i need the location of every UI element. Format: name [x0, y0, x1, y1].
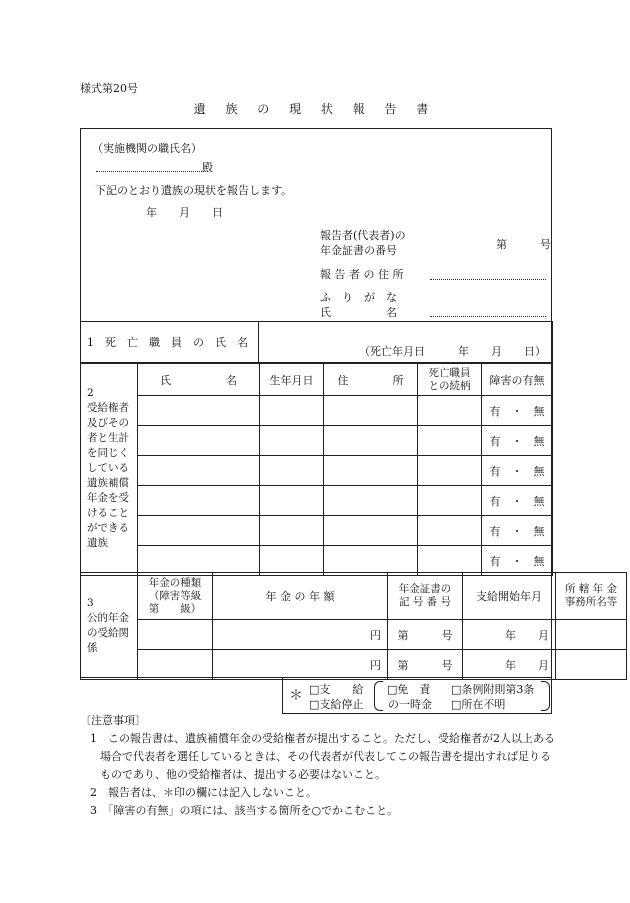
survivor-name-cell[interactable] [138, 516, 260, 546]
survivor-relation-cell[interactable] [418, 456, 482, 486]
survivor-name-cell[interactable] [138, 486, 260, 516]
asterisk-mark: ＊ [289, 688, 303, 704]
document-title: 遺 族 の 現 状 報 告 書 [193, 102, 437, 116]
furigana-label: ふ り が な [320, 291, 397, 304]
disability-choice[interactable]: 有 ・ 無 [482, 456, 553, 486]
deceased-table [80, 321, 553, 363]
certificate-cell[interactable]: 第 号 [388, 620, 463, 650]
disability-choice[interactable]: 有 ・ 無 [482, 426, 553, 456]
survivor-name-cell[interactable] [138, 396, 260, 426]
survivor-address-cell[interactable] [324, 546, 418, 576]
survivor-birth-cell[interactable] [260, 516, 324, 546]
stop-checkbox[interactable]: □支給停止 [309, 698, 364, 711]
disability-choice[interactable]: 有 ・ 無 [482, 516, 553, 546]
survivor-address-cell[interactable] [324, 396, 418, 426]
deceased-name-label: 1 死 亡 職 員 の 氏 名 [81, 322, 259, 363]
note-item: 1 この報告書は、遺族補償年金の受給権者が提出すること。ただし、受給権者が2人以上ある場合で代表者を選任しているときは、その代表者が代表してこの報告書を提出すれば足りるものであり、他の受給権者は、提出する必要はないこと。 [90, 732, 555, 781]
death-date: （死亡年月日 年 月 日） [359, 345, 546, 358]
table-row [81, 486, 553, 516]
table-row [81, 620, 627, 650]
office-cell[interactable] [556, 650, 627, 680]
table-row [81, 426, 553, 456]
col-header-disability: 障害の有無 [482, 364, 553, 396]
pension-type-cell[interactable] [138, 620, 213, 650]
reporter-name-label: 氏 名 [320, 306, 397, 319]
survivor-address-cell[interactable] [324, 516, 418, 546]
supplementary-checkbox[interactable]: □条例附則第3条 [451, 683, 535, 696]
col-header-office: 所 轄 年 金 事務所名等 [556, 573, 627, 620]
survivor-name-cell[interactable] [138, 456, 260, 486]
survivor-relation-cell[interactable] [418, 426, 482, 456]
amount-cell[interactable]: 円 [213, 620, 388, 650]
note-item: 3 「障害の有無」の項には、該当する箇所を○でかこむこと。 [90, 804, 399, 817]
table-row [81, 396, 553, 426]
survivor-name-cell[interactable] [138, 426, 260, 456]
pension-table [80, 572, 627, 680]
survivors-table [80, 363, 553, 576]
survivor-relation-cell[interactable] [418, 546, 482, 576]
start-cell[interactable]: 年 月 [463, 650, 556, 680]
col-header-address: 住 所 [324, 364, 418, 396]
col-header-start: 支給開始年月 [463, 573, 556, 620]
pension-number-label-2: 年金証書の番号 [320, 244, 397, 257]
addressee-label: （実施機関の職氏名） [92, 142, 202, 155]
bracket-left [374, 681, 383, 711]
bracket-right [541, 681, 550, 711]
reporter-name-field[interactable] [430, 316, 546, 317]
survivor-birth-cell[interactable] [260, 396, 324, 426]
reporter-address-field[interactable] [430, 279, 546, 280]
pension-number-label-1: 報告者(代表者)の [320, 229, 406, 242]
pension-number-field[interactable]: 第 号 [496, 238, 551, 251]
col-header-amount: 年 金 の 年 額 [213, 573, 388, 620]
disability-choice[interactable]: 有 ・ 無 [482, 486, 553, 516]
deceased-name-field[interactable] [259, 322, 553, 363]
survivor-relation-cell[interactable] [418, 486, 482, 516]
col-header-name: 氏 名 [138, 364, 260, 396]
notes-title: 〔注意事項〕 [80, 714, 146, 727]
table-row [81, 650, 627, 680]
table-row [81, 516, 553, 546]
pension-section-label: 3 公的年金 の受給関 係 [81, 573, 138, 680]
survivor-address-cell[interactable] [324, 456, 418, 486]
unknown-checkbox[interactable]: □所在不明 [451, 698, 506, 711]
col-header-certificate: 年金証書の 記 号 番 号 [388, 573, 463, 620]
report-date-field[interactable]: 年 月 日 [146, 206, 223, 219]
amount-cell[interactable]: 円 [213, 650, 388, 680]
office-cell[interactable] [556, 620, 627, 650]
survivors-section-label: 2 受給権者 及びその 者と生計 を同じく している 遺族補償 年金を受 けること ができる 遺族 [81, 364, 138, 576]
pension-type-cell[interactable] [138, 650, 213, 680]
table-row [81, 546, 553, 576]
honorific: 殿 [202, 161, 213, 174]
notes [80, 712, 560, 820]
survivor-name-cell[interactable] [138, 546, 260, 576]
survivor-relation-cell[interactable] [418, 516, 482, 546]
lump-sum-label: の一時金 [388, 698, 432, 711]
survivor-birth-cell[interactable] [260, 456, 324, 486]
survivor-address-cell[interactable] [324, 486, 418, 516]
reporter-address-label: 報 告 者 の 住 所 [320, 268, 404, 281]
col-header-birth: 生年月日 [260, 364, 324, 396]
col-header-relation: 死亡職員 との続柄 [418, 364, 482, 396]
col-header-pension-type: 年金の種類 （障害等級 第 級） [138, 573, 213, 620]
addressee-field[interactable] [96, 171, 208, 172]
intro-text: 下記のとおり遺族の現状を報告します。 [95, 184, 293, 197]
form-number: 様式第20号 [80, 82, 138, 95]
survivor-birth-cell[interactable] [260, 486, 324, 516]
disability-choice[interactable]: 有 ・ 無 [482, 396, 553, 426]
survivor-address-cell[interactable] [324, 426, 418, 456]
survivor-relation-cell[interactable] [418, 396, 482, 426]
note-item: 2 報告者は、＊印の欄には記入しないこと。 [90, 786, 317, 799]
disability-choice[interactable]: 有 ・ 無 [482, 546, 553, 576]
survivor-birth-cell[interactable] [260, 426, 324, 456]
start-cell[interactable]: 年 月 [463, 620, 556, 650]
survivor-birth-cell[interactable] [260, 546, 324, 576]
table-row [81, 456, 553, 486]
certificate-cell[interactable]: 第 号 [388, 650, 463, 680]
pay-checkbox[interactable]: □支 給 [309, 683, 364, 696]
exempt-checkbox[interactable]: □免 責 [387, 683, 431, 696]
